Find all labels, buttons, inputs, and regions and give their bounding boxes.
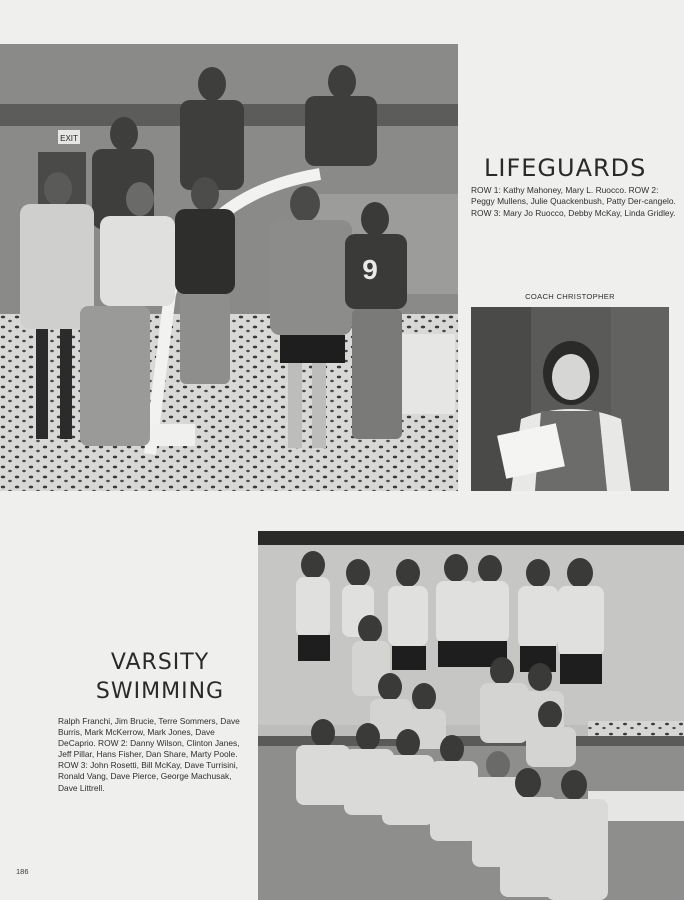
coach-caption: COACH CHRISTOPHER bbox=[525, 292, 615, 301]
swimming-caption: Ralph Franchi, Jim Brucie, Terre Sommers, Dave Burris, Mark McKerrow, Mark Jones, Dave DeCaprio. ROW 2: Danny Wilson, Clinton Janes, Jeff Pillar, Hans Fisher, Dan Share, Marty Poole. ROW 3: John Rosetti, Bill McKay, Dave Turrisini, Ronald Vang, Dave Pierce, George Machusak, Dave Littrell. bbox=[58, 716, 240, 793]
page-number: 186 bbox=[16, 867, 29, 876]
jersey-number: 9 bbox=[362, 254, 378, 285]
lifeguards-caption: ROW 1: Kathy Mahoney, Mary L. Ruocco. ROW 2: Peggy Mullens, Julie Quackenbush, Patty Der-cangelo. ROW 3: Mary Jo Ruocco, Debby McKay, Linda Gridley. bbox=[471, 185, 676, 218]
lifeguards-heading: LIFEGUARDS bbox=[484, 154, 647, 182]
swimming-heading-line2: SWIMMING bbox=[95, 679, 225, 704]
swimming-heading-line1: VARSITY bbox=[110, 650, 210, 675]
swimming-photo bbox=[258, 531, 684, 900]
lifeguards-photo bbox=[0, 44, 458, 491]
coach-photo bbox=[471, 307, 669, 491]
swimming-heading bbox=[80, 648, 240, 706]
exit-sign: EXIT bbox=[60, 134, 78, 143]
